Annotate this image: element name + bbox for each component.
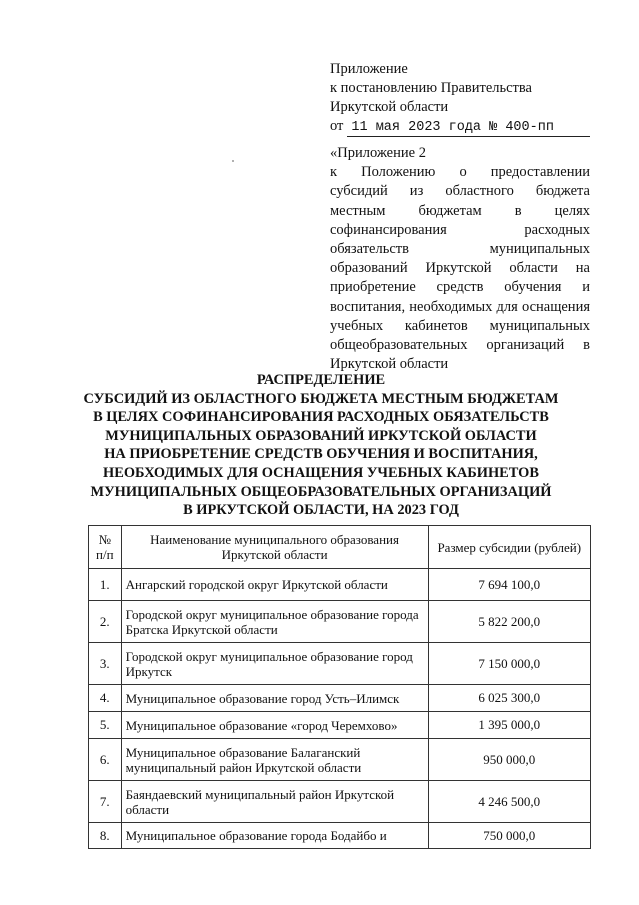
row-amount: 5 822 200,0 (428, 601, 591, 643)
row-municipality: Баяндаевский муниципальный район Иркутской области (121, 781, 428, 823)
title-line: В ЦЕЛЯХ СОФИНАНСИРОВАНИЯ РАСХОДНЫХ ОБЯЗАТЕЛЬСТВ (93, 409, 549, 426)
row-amount: 6 025 300,0 (428, 685, 591, 712)
row-number: 2. (89, 601, 122, 643)
header-number-abbr: п/п (96, 547, 114, 562)
title-line: МУНИЦИПАЛЬНЫХ ОБЩЕОБРАЗОВАТЕЛЬНЫХ ОРГАНИЗАЦИЙ (90, 483, 552, 500)
row-amount: 950 000,0 (428, 739, 591, 781)
appendix-2-body: к Положению о предоставлении субсидий из областного бюджета местным бюджетам в целях софинансирования расходных обязательств муниципальных образований Иркутской области на приобретение средств обучения и воспитания, необходимых для оснащения учебных кабинетов муниципальных общеобразовательных организаций в Иркутской области (330, 164, 590, 373)
decree-date-value: 11 мая 2023 года № 400-пп (347, 119, 590, 137)
table-row (89, 823, 591, 849)
row-amount: 4 246 500,0 (428, 781, 591, 823)
row-municipality: Муниципальное образование города Бодайбо и (121, 823, 428, 849)
appendix-region: Иркутской области (330, 99, 449, 115)
table-row (89, 685, 591, 712)
title-line: РАСПРЕДЕЛЕНИЕ (256, 372, 386, 388)
row-amount: 7 694 100,0 (428, 569, 591, 601)
row-municipality: Муниципальное образование город Усть–Илимск (121, 685, 428, 712)
row-municipality: Ангарский городской округ Иркутской области (121, 569, 428, 601)
title-line: МУНИЦИПАЛЬНЫХ ОБРАЗОВАНИЙ ИРКУТСКОЙ ОБЛАСТИ (105, 427, 537, 444)
title-line: НА ПРИОБРЕТЕНИЕ СРЕДСТВ ОБУЧЕНИЯ И ВОСПИТАНИЯ, (104, 446, 538, 463)
table-row (89, 643, 591, 685)
table-header-row (89, 526, 591, 569)
header-number (89, 526, 122, 569)
row-municipality: Муниципальное образование Балаганский муниципальный район Иркутской области (121, 739, 428, 781)
decree-date-prefix: от (330, 118, 344, 134)
decree-date-line (330, 117, 590, 137)
appendix-label: Приложение (330, 61, 408, 77)
row-amount: 7 150 000,0 (428, 643, 591, 685)
appendix-2-title: «Приложение 2 (330, 145, 426, 161)
table-row (89, 739, 591, 781)
row-number: 4. (89, 685, 122, 712)
appendix-2-block (330, 144, 590, 374)
table-row (89, 601, 591, 643)
row-number: 1. (89, 569, 122, 601)
title-line: СУБСИДИЙ ИЗ ОБЛАСТНОГО БЮДЖЕТА МЕСТНЫМ БЮДЖЕТАМ (83, 390, 559, 407)
row-amount: 1 395 000,0 (428, 712, 591, 739)
subsidies-table (88, 525, 591, 849)
document-title (40, 371, 602, 520)
row-number: 6. (89, 739, 122, 781)
header-number-symbol: № (98, 532, 111, 547)
row-amount: 750 000,0 (428, 823, 591, 849)
title-line: В ИРКУТСКОЙ ОБЛАСТИ, НА 2023 ГОД (183, 502, 459, 519)
row-number: 3. (89, 643, 122, 685)
table-row (89, 712, 591, 739)
header-amount: Размер субсидии (рублей) (428, 526, 591, 569)
appendix-header (330, 60, 590, 137)
row-municipality: Городской округ муниципальное образование города Братска Иркутской области (121, 601, 428, 643)
appendix-decree-ref: к постановлению Правительства (330, 80, 532, 96)
header-municipality: Наименование муниципального образования Иркутской области (121, 526, 428, 569)
table-row (89, 569, 591, 601)
scan-speck (232, 160, 234, 162)
row-municipality: Муниципальное образование «город Черемхово» (121, 712, 428, 739)
row-number: 7. (89, 781, 122, 823)
title-line: НЕОБХОДИМЫХ ДЛЯ ОСНАЩЕНИЯ УЧЕБНЫХ КАБИНЕТОВ (103, 464, 539, 481)
row-municipality: Городской округ муниципальное образование город Иркутск (121, 643, 428, 685)
table-row (89, 781, 591, 823)
row-number: 5. (89, 712, 122, 739)
row-number: 8. (89, 823, 122, 849)
